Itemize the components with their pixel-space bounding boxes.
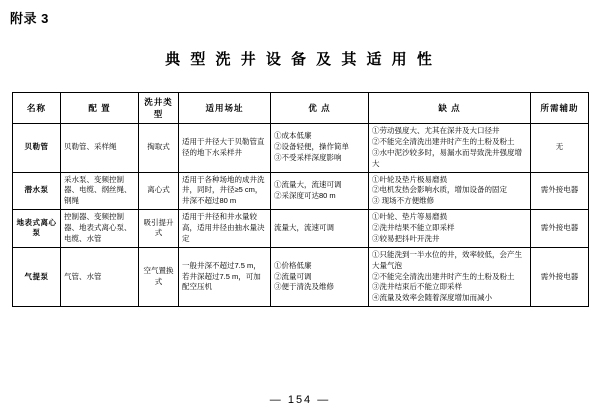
disadvantage-item: ①叶轮、垫片等易磨损 bbox=[372, 212, 447, 222]
cell-type: 掏取式 bbox=[139, 124, 179, 173]
disadvantage-item: ①只能洗到一半水位的井，效率较低，会产生大量气泡 bbox=[372, 249, 522, 270]
table-row bbox=[13, 172, 589, 210]
cell-config: 控制器、变频控制器、地表式离心泵、电缆、水管 bbox=[61, 210, 139, 248]
table-row bbox=[13, 124, 589, 173]
column-header-type: 洗井类型 bbox=[139, 93, 179, 124]
advantage-item: ①成本低廉 bbox=[274, 131, 312, 141]
cell-name: 地表式离心泵 bbox=[13, 210, 61, 248]
table-header-row bbox=[13, 93, 589, 124]
advantage-item: ③便于清洗及维修 bbox=[274, 282, 334, 292]
cell-aux: 需外接电器 bbox=[531, 247, 589, 306]
disadvantage-item: ③较易把抖叶开洗井 bbox=[372, 233, 440, 243]
cell-disadvantages bbox=[369, 172, 531, 210]
cell-aux: 无 bbox=[531, 124, 589, 173]
cell-aux: 需外接电器 bbox=[531, 172, 589, 210]
cell-config: 采水泵、变频控制器、电缆、纲丝绳、钢绳 bbox=[61, 172, 139, 210]
disadvantage-item: ③水中泥沙较多时，易漏水而导致洗井强度增大 bbox=[372, 147, 522, 168]
cell-disadvantages bbox=[369, 210, 531, 248]
cell-name: 气提泵 bbox=[13, 247, 61, 306]
column-header-site: 适用场址 bbox=[179, 93, 271, 124]
appendix-label: 附录 3 bbox=[10, 11, 49, 26]
disadvantage-item: ③洗井结束后不能立即采样 bbox=[372, 282, 462, 292]
table-container bbox=[12, 92, 588, 307]
cell-advantages bbox=[271, 172, 369, 210]
cell-site: 适用于井径大于贝勒管直径的地下水采样井 bbox=[179, 124, 271, 173]
cell-disadvantages bbox=[369, 124, 531, 173]
disadvantage-item: ④流量及效率会随着深度增加而减小 bbox=[372, 293, 492, 303]
cell-type: 吸引提升式 bbox=[139, 210, 179, 248]
page-number: — 154 — bbox=[269, 394, 331, 406]
cell-name: 潜水泵 bbox=[13, 172, 61, 210]
advantage-item: ③不受采样深度影响 bbox=[274, 153, 342, 163]
page-title: 典 型 洗 井 设 备 及 其 适 用 性 bbox=[165, 51, 435, 68]
advantage-item: ②流量可调 bbox=[274, 271, 312, 281]
column-header-advantages: 优 点 bbox=[271, 93, 369, 124]
column-header-aux: 所需辅助 bbox=[531, 93, 589, 124]
disadvantage-item: ③ 现场不方便维修 bbox=[372, 196, 435, 206]
advantage-item: ②设备轻便，操作简单 bbox=[274, 142, 349, 152]
cell-site: 适用于井径和井水量较高，适用井径由抽水量决定 bbox=[179, 210, 271, 248]
disadvantage-item: ②电机发热会影响水质，增加设备的固定 bbox=[372, 185, 507, 195]
cell-type: 空气置换式 bbox=[139, 247, 179, 306]
advantage-item: 流量大，流速可调 bbox=[274, 223, 334, 232]
column-header-disadvantages: 缺 点 bbox=[369, 93, 531, 124]
cell-name: 贝勒管 bbox=[13, 124, 61, 173]
cell-aux: 需外接电器 bbox=[531, 210, 589, 248]
table-body bbox=[13, 124, 589, 307]
disadvantage-item: ②不能完全清洗出建井时产生的土粉及粉土 bbox=[372, 136, 515, 146]
disadvantage-item: ②不能完全清洗出建井时产生的土粉及粉土 bbox=[372, 271, 515, 281]
cell-disadvantages bbox=[369, 247, 531, 306]
table-row bbox=[13, 210, 589, 248]
cell-type: 离心式 bbox=[139, 172, 179, 210]
cell-advantages bbox=[271, 210, 369, 248]
cell-site: 适用于各种场地的成井洗井，同时，井径≥5 cm，井深不超过80 m bbox=[179, 172, 271, 210]
column-header-name: 名称 bbox=[13, 93, 61, 124]
table-row bbox=[13, 247, 589, 306]
cell-advantages bbox=[271, 247, 369, 306]
cell-advantages bbox=[271, 124, 369, 173]
cell-config: 贝勒管、采样绳 bbox=[61, 124, 139, 173]
cell-site: 一般井深不超过7.5 m，若井深超过7.5 m，可加配空压机 bbox=[179, 247, 271, 306]
disadvantage-item: ①叶轮及垫片极易磨损 bbox=[372, 174, 447, 184]
advantage-item: ①价格低廉 bbox=[274, 260, 312, 270]
disadvantage-item: ①劳动强度大、尤其在深井及大口径井 bbox=[372, 126, 500, 135]
advantage-item: ①流量大，流速可调 bbox=[274, 179, 342, 189]
cell-config: 气管、水管 bbox=[61, 247, 139, 306]
advantage-item: ②采深度可达80 m bbox=[274, 190, 336, 200]
equipment-table bbox=[12, 92, 589, 307]
column-header-config: 配 置 bbox=[61, 93, 139, 124]
disadvantage-item: ②洗井结果不能立即采样 bbox=[372, 223, 455, 232]
